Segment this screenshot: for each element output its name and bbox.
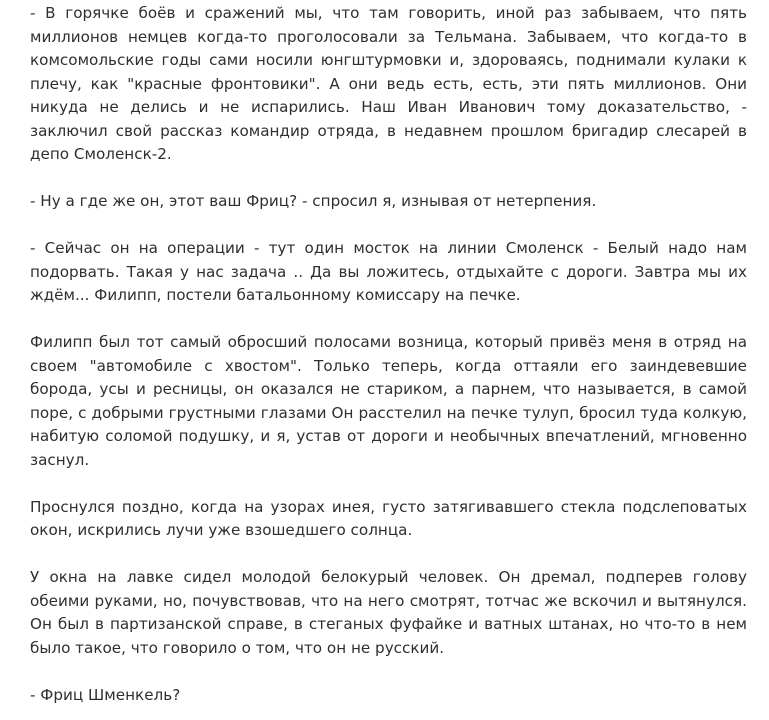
paragraph-5: Проснулся поздно, когда на узорах инея, густо затягивавшего стекла подслеповатых окон, искрились лучи уже взошедшего солнца. xyxy=(30,497,747,539)
paragraph-6: У окна на лавке сидел молодой белокурый человек. Он дремал, подперев голову обеими руками, но, почувствовав, что на него смотрят, тотчас же вскочил и вытянулся. Он был в партизанской справе, в стеганых фуфайке и ватных штанах, но что-то в нем было такое, что говорило о том, что он не русский. xyxy=(30,568,747,657)
paragraph-2: - Ну а где же он, этот ваш Фриц? - спросил я, изнывая от нетерпения. xyxy=(30,192,597,210)
paragraph-7: - Фриц Шменкель? xyxy=(30,685,181,704)
paragraph-3: - Сейчас он на операции - тут один мосток на линии Смоленск - Белый надо нам подорвать. Такая у нас задача .. Да вы ложитесь, отдыхайте с дороги. Завтра мы их ждём... Филипп, постели батальонному комиссару на печке. xyxy=(30,239,747,304)
paragraph-4: Филипп был тот самый обросший полосами возница, который привёз меня в отряд на своем "автомобиле с хвостом". Только теперь, когда оттаяли его заиндевевшие борода, усы и ресницы, он оказался не стариком, а парнем, что называется, в самой поре, с добрыми грустными глазами Он расстелил на печке тулуп, бросил туда колкую, набитую соломой подушку, и я, устав от дороги и необычных впечатлений, мгновенно заснул. xyxy=(30,333,747,469)
paragraph-1: - В горячке боёв и сражений мы, что там говорить, иной раз забываем, что пять миллионов немцев когда-то проголосовали за Тельмана. Забываем, что когда-то в комсомольские годы сами носили юнгштурмовки и, здороваясь, поднимали кулаки к плечу, как "красные фронтовики". А они ведь есть, есть, эти пять миллионов. Они никуда не делись и не испарились. Наш Иван Иванович тому доказательство, - заключил свой рассказ командир отряда, в недавнем прошлом бригадир слесарей в депо Смоленск-2. xyxy=(30,4,747,163)
